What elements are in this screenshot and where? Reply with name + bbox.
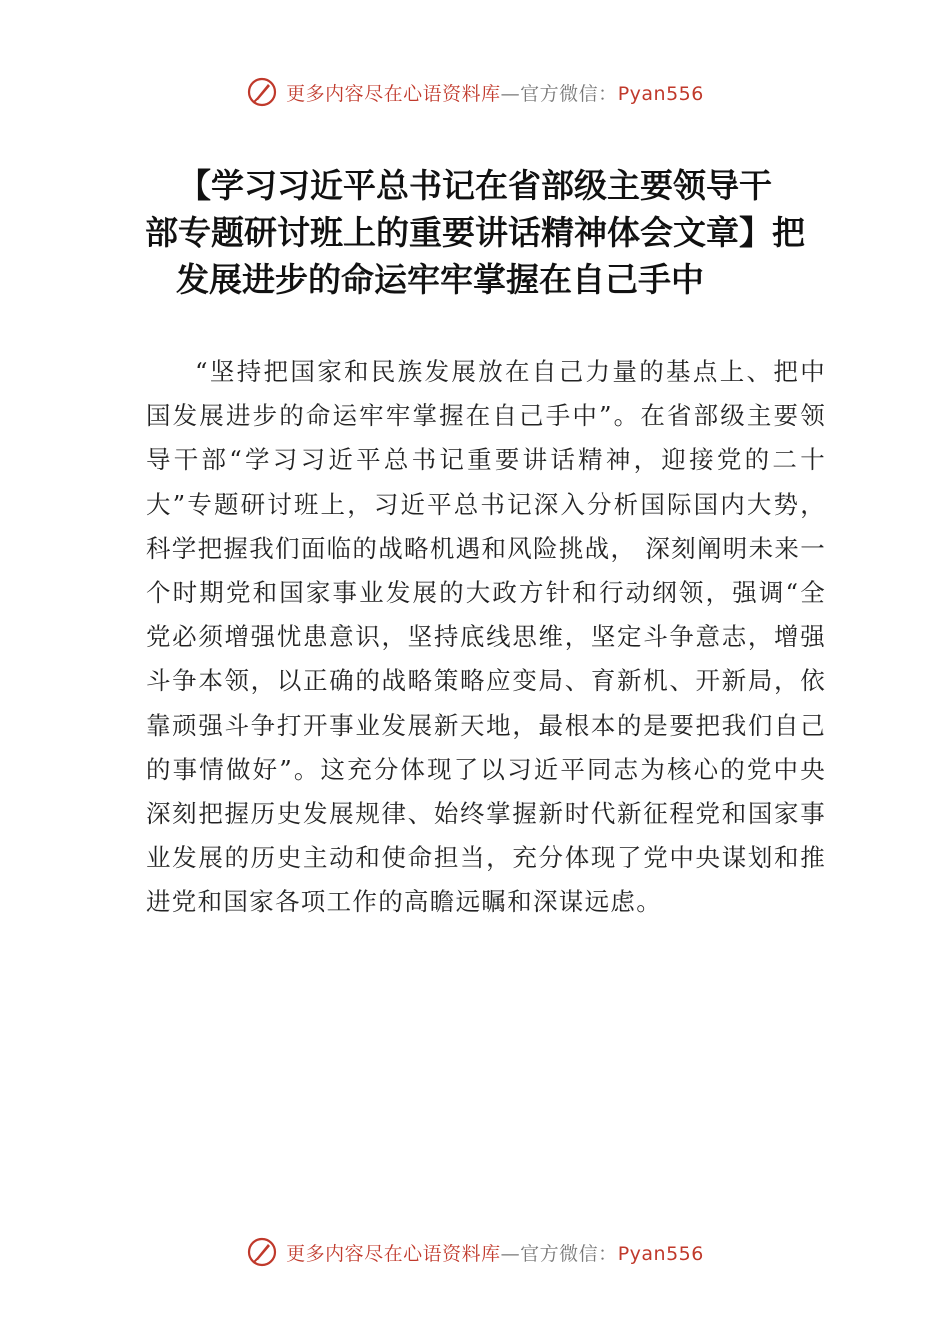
document-title — [130, 162, 820, 303]
footer-banner-id: Pyan556 — [617, 1242, 704, 1265]
title-line-3: 发展进步的命运牢牢掌握在自己手中 — [176, 260, 704, 299]
footer-banner — [0, 1232, 950, 1272]
quill-logo-icon — [246, 1236, 278, 1268]
header-banner-id: Pyan556 — [617, 82, 704, 105]
footer-banner-sep: —官方微信： — [500, 1242, 618, 1265]
header-banner-text — [286, 79, 704, 106]
header-banner-sep: —官方微信： — [500, 82, 618, 105]
header-banner — [0, 72, 950, 112]
footer-banner-text — [286, 1239, 704, 1266]
title-line-2: 部专题研讨班上的重要讲话精神体会文章】把 — [145, 213, 805, 252]
body-paragraph: “坚持把国家和民族发展放在自己力量的基点上、把中国发展进步的命运牢牢掌握在自己手中”。在省部级主要领导干部“学习习近平总书记重要讲话精神，迎接党的二十大”专题研讨班上，习近平总书记深入分析国际国内大势，科学把握我们面临的战略机遇和风险挑战， 深刻阐明未来一个时期党和国家事业发展的大政方针和行动纲领，强调“全党必须增强忧患意识，坚持底线思维，坚定斗争意志，增强斗争本领，以正确的战略策略应变局、育新机、开新局，依靠顽强斗争打开事业发展新天地，最根本的是要把我们自己的事情做好”。这充分体现了以习近平同志为核心的党中央深刻把握历史发展规律、始终掌握新时代新征程党和国家事业发展的历史主动和使命担当，充分体现了党中央谋划和推进党和国家各项工作的高瞻远瞩和深谋远虑。 — [146, 357, 826, 917]
quill-logo-icon — [246, 76, 278, 108]
header-banner-main: 更多内容尽在心语资料库 — [286, 82, 501, 105]
title-line-1: 【学习习近平总书记在省部级主要领导干 — [178, 166, 772, 205]
footer-banner-main: 更多内容尽在心语资料库 — [286, 1242, 501, 1265]
